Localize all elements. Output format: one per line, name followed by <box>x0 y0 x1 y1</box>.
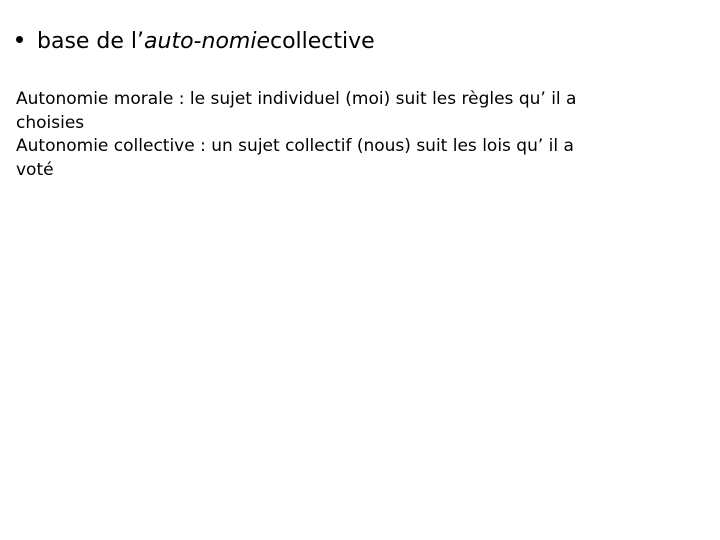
bullet-dot-icon <box>16 36 23 43</box>
body-line: voté <box>16 159 54 180</box>
body-line: Autonomie morale : le sujet individuel (moi) suit les règles qu’ il a <box>16 89 577 109</box>
heading-text-prefix: base de l’ <box>37 29 145 54</box>
heading-text-italic: auto-nomie <box>144 29 270 54</box>
body-line: Autonomie collective : un sujet collectif (nous) suit les lois qu’ il a <box>16 136 574 156</box>
heading-text-suffix: collective <box>269 29 375 54</box>
body-line: choisies <box>16 112 85 133</box>
bullet-heading <box>16 29 375 59</box>
body-paragraph <box>16 88 706 182</box>
